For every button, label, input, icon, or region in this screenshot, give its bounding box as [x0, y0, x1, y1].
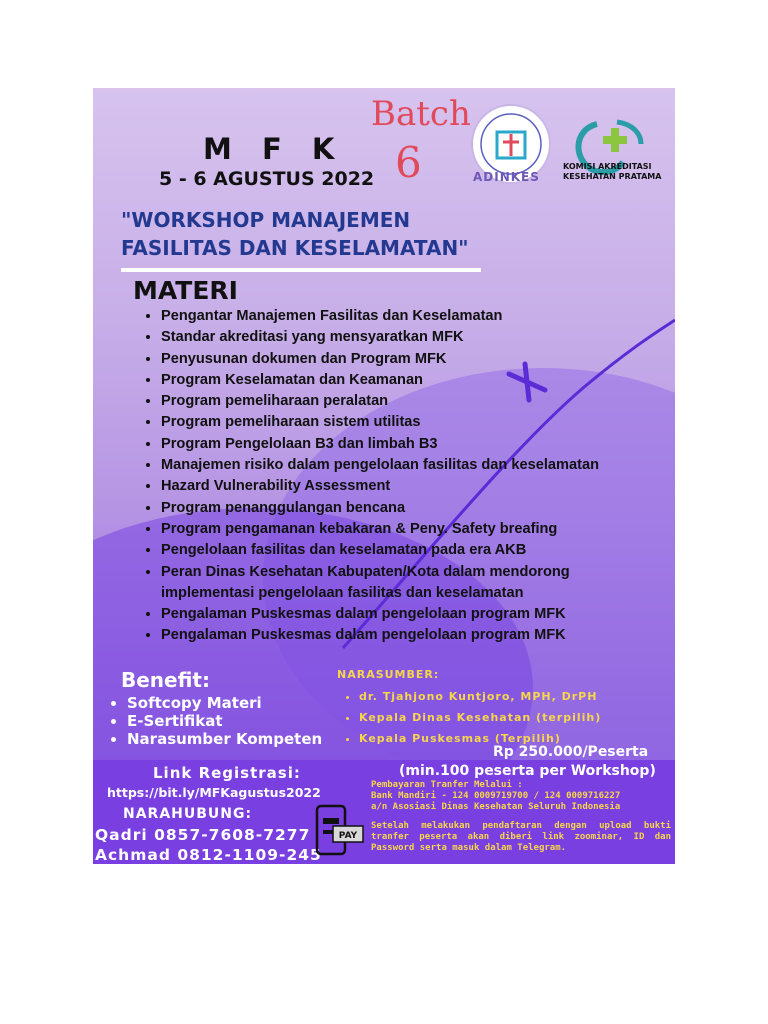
kars-label: KOMISI AKREDITASI KESEHATAN PRATAMA — [563, 162, 662, 181]
narasumber-list — [347, 686, 601, 749]
list-item: • Standar akreditasi yang mensyaratkan MFK — [161, 327, 661, 348]
price: Rp 250.000/Peserta — [493, 744, 649, 760]
benefit-list — [115, 694, 322, 748]
list-item: • Pengelolaan fasilitas dan keselamatan pada era AKB — [161, 540, 661, 561]
contact-achmad: Achmad 0812-1109-245 — [95, 846, 322, 864]
batch-label: Batch — [371, 94, 471, 134]
materi-heading: MATERI — [133, 276, 238, 305]
list-item: • Program Pengelolaan B3 dan limbah B3 — [161, 434, 661, 455]
title-divider — [121, 268, 481, 272]
list-item: • Peran Dinas Kesehatan Kabupaten/Kota dalam mendorong implementasi pengelolaan fasilitas dan keselamatan — [161, 562, 661, 605]
title-line-2: FASILITAS DAN KESELAMATAN" — [121, 236, 469, 260]
list-item: • Narasumber Kompeten — [127, 730, 322, 748]
list-item: • Kepala Puskesmas (Terpilih) — [359, 728, 601, 749]
event-date: 5 - 6 AGUSTUS 2022 — [159, 168, 375, 190]
registration-link[interactable]: https://bit.ly/MFKagustus2022 — [107, 785, 321, 800]
payment-line-1: Pembayaran Tranfer Melalui : — [371, 780, 523, 790]
event-code: M F K — [203, 132, 345, 166]
narasumber-heading: NARASUMBER: — [337, 668, 440, 681]
list-item: • Penyusunan dokumen dan Program MFK — [161, 349, 661, 370]
title-line-1: "WORKSHOP MANAJEMEN — [121, 208, 411, 232]
list-item: • Manajemen risiko dalam pengelolaan fasilitas dan keselamatan — [161, 455, 661, 476]
payment-line-2: Bank Mandiri - 124 0009719700 / 124 0009716227 — [371, 791, 621, 801]
payment-line-3: a/n Asosiasi Dinas Kesehatan Seluruh Indonesia — [371, 802, 621, 812]
list-item: • Pengantar Manajemen Fasilitas dan Keselamatan — [161, 306, 661, 327]
list-item: • Program pemeliharaan peralatan — [161, 391, 661, 412]
batch-number: 6 — [395, 138, 422, 187]
list-item: • Program penanggulangan bencana — [161, 498, 661, 519]
list-item: • dr. Tjahjono Kuntjoro, MPH, DrPH — [359, 686, 601, 707]
list-item: • Pengalaman Puskesmas dalam pengelolaan program MFK — [161, 625, 661, 646]
list-item: • Pengalaman Puskesmas dalam pengelolaan program MFK — [161, 604, 661, 625]
pay-label: PAY — [338, 831, 358, 841]
list-item: • Softcopy Materi — [127, 694, 322, 712]
contact-heading: NARAHUBUNG: — [123, 806, 253, 822]
payment-info — [371, 780, 671, 854]
list-item: • E-Sertifikat — [127, 712, 322, 730]
registration-heading: Link Registrasi: — [153, 764, 301, 782]
payment-note: Setelah melakukan pendaftaran dengan upload bukti tranfer peserta akan diberi link zoominar, ID dan Password serta masuk dalam Telegram. — [371, 821, 671, 853]
contact-qadri: Qadri 0857-7608-7277 — [95, 826, 311, 844]
materi-list — [147, 306, 661, 647]
payment-icon — [315, 804, 365, 858]
list-item: • Program pengamanan kebakaran & Peny. Safety breafing — [161, 519, 661, 540]
adinkes-label: ADINKES — [473, 170, 540, 184]
workshop-poster — [93, 88, 675, 864]
list-item: • Hazard Vulnerability Assessment — [161, 476, 661, 497]
workshop-title — [121, 206, 469, 262]
benefit-heading: Benefit: — [121, 668, 210, 692]
list-item: • Program pemeliharaan sistem utilitas — [161, 412, 661, 433]
list-item: • Program Keselamatan dan Keamanan — [161, 370, 661, 391]
min-participants: (min.100 peserta per Workshop) — [399, 763, 656, 779]
list-item: • Kepala Dinas Kesehatan (terpilih) — [359, 707, 601, 728]
